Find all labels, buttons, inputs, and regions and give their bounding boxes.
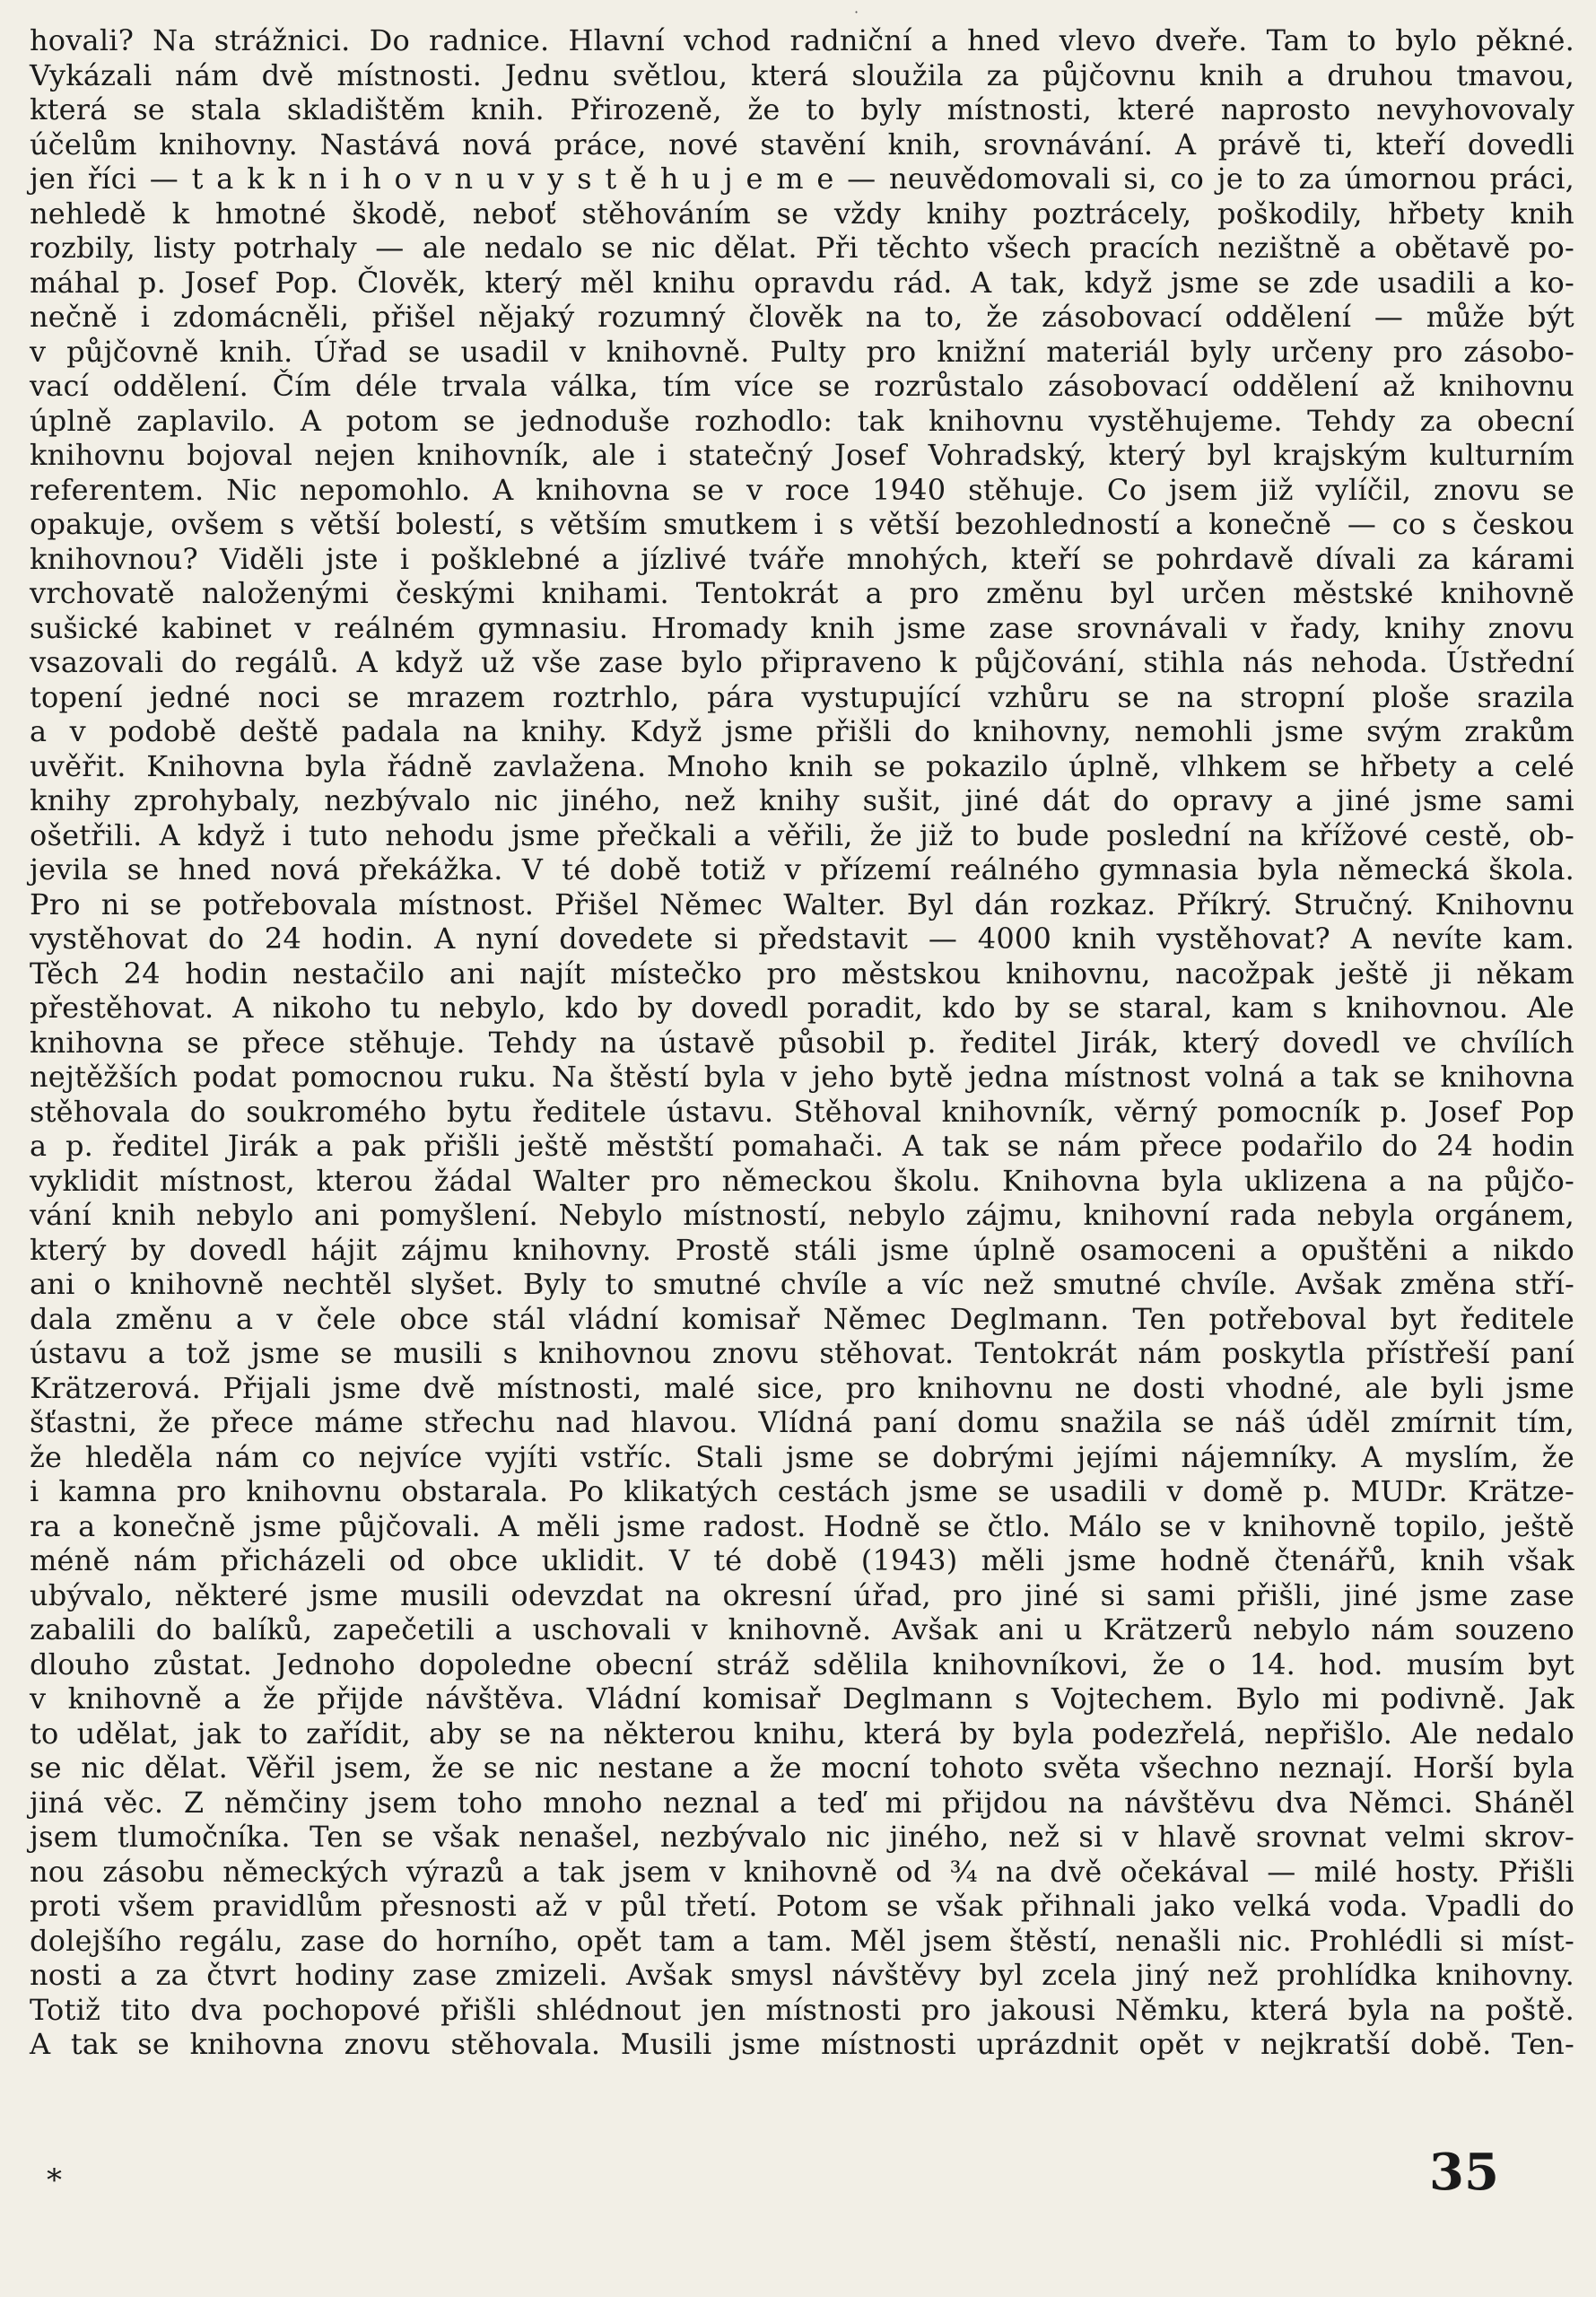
text-line: vsazovali do regálů. A když už vše zase bylo připraveno k půjčování, stihla nás nehoda. Ústřední (30, 645, 1574, 679)
text-line: přestěhovat. A nikoho tu nebylo, kdo by dovedl poradit, kdo by se staral, kam s knihovnou. Ale (30, 991, 1574, 1025)
text-line: která se stala skladištěm knih. Přirozeně, že to byly místnosti, které naprosto nevyhovovaly (30, 92, 1574, 127)
text-line: knihovna se přece stěhuje. Tehdy na ústavě působil p. ředitel Jirák, který dovedl ve chvílích (30, 1025, 1574, 1060)
text-line: uvěřit. Knihovna byla řádně zavlažena. Mnoho knih se pokazilo úplně, vlhkem se hřbety a celé (30, 748, 1574, 783)
text-line: vrchovatě naloženými českými knihami. Tentokrát a pro změnu byl určen městské knihovně (30, 576, 1574, 610)
text-line: knihy zprohybaly, nezbývalo nic jiného, než knihy sušit, jiné dát do opravy a jiné jsme sami (30, 783, 1574, 817)
text-line: stěhovala do soukromého bytu ředitele ústavu. Stěhoval knihovník, věrný pomocník p. Josef Pop (30, 1094, 1574, 1129)
text-line: rozbily, listy potrhaly — ale nedalo se nic dělat. Při těchto všech pracích nezištně a obětavě po- (30, 231, 1574, 265)
text-line: a p. ředitel Jirák a pak přišli ještě městští pomahači. A tak se nám přece podařilo do 24 hodin (30, 1129, 1574, 1163)
text-line: dala změnu a v čele obce stál vládní komisař Němec Deglmann. Ten potřeboval byt ředitele (30, 1301, 1574, 1336)
text-line: šťastni, že přece máme střechu nad hlavou. Vlídná paní domu snažila se náš úděl zmírnit tím, (30, 1405, 1574, 1439)
text-line: Vykázali nám dvě místnosti. Jednu světlou, která sloužila za půjčovnu knih a druhou tmavou, (30, 57, 1574, 92)
text-line: topení jedné noci se mrazem roztrhlo, pára vystupující vzhůru se na stropní ploše srazila (30, 679, 1574, 714)
text-line: Těch 24 hodin nestačilo ani najít místečko pro městskou knihovnu, nacožpak ještě ji někam (30, 956, 1574, 991)
text-line: knihovnou? Viděli jste i pošklebné a jízlivé tváře mnohých, kteří se pohrdavě dívali za kárami (30, 541, 1574, 576)
text-line: hovali? Na strážnici. Do radnice. Hlavní vchod radniční a hned vlevo dveře. Tam to bylo pěkné. (30, 23, 1574, 57)
text-line: ubývalo, některé jsme musili odevzdat na okresní úřad, pro jiné si sami přišli, jiné jsme zase (30, 1577, 1574, 1612)
text-line: nejtěžších podat pomocnou ruku. Na štěstí byla v jeho bytě jedna místnost volná a tak se knihovna (30, 1060, 1574, 1094)
text-line: to udělat, jak to zařídit, aby se na některou knihu, která by byla podezřelá, nepřišlo. Ale nedalo (30, 1716, 1574, 1751)
text-line: úplně zaplavilo. A potom se jednoduše rozhodlo: tak knihovnu vystěhujeme. Tehdy za obecní (30, 403, 1574, 438)
text-line: A tak se knihovna znovu stěhovala. Musili jsme místnosti uprázdnit opět v nejkratší době. Ten- (30, 2027, 1574, 2061)
text-line: méně nám přicházeli od obce uklidit. V té době (1943) měli jsme hodně čtenářů, knih však (30, 1543, 1574, 1577)
text-line: se nic dělat. Věřil jsem, že se nic nestane a že mocní tohoto světa všechno neznají. Horší byla (30, 1751, 1574, 1785)
text-line: sušické kabinet v reálném gymnasiu. Hromady knih jsme zase srovnávali v řady, knihy znovu (30, 610, 1574, 645)
text-line: nou zásobu německých výrazů a tak jsem v knihovně od ¾ na dvě očekával — milé hosty. Přišli (30, 1854, 1574, 1889)
text-line: zabalili do balíků, zapečetili a uschovali v knihovně. Avšak ani u Krätzerů nebylo nám souzeno (30, 1612, 1574, 1646)
text-line: jen říci — t a k k n i h o v n u v y s t ě h u j e m e — neuvědomovali si, co je to za úmornou práci, (30, 162, 1574, 196)
text-line: opakuje, ovšem s větší bolestí, s větším smutkem i s větší bezohledností a konečně — co s českou (30, 507, 1574, 541)
text-line: který by dovedl hájit zájmu knihovny. Prostě stáli jsme úplně osamoceni a opuštěni a nikdo (30, 1232, 1574, 1267)
text-line: Totiž tito dva pochopové přišli shlédnout jen místnosti pro jakousi Němku, která byla na poště. (30, 1992, 1574, 2027)
text-line: proti všem pravidlům přesnosti až v půl třetí. Potom se však přihnali jako velká voda. Vpadli do (30, 1889, 1574, 1923)
text-line: Krätzerová. Přijali jsme dvě místnosti, malé sice, pro knihovnu ne dosti vhodné, ale byli jsme (30, 1370, 1574, 1405)
text-line: vyklidit místnost, kterou žádal Walter pro německou školu. Knihovna byla uklizena a na půjčo- (30, 1163, 1574, 1198)
text-line: jevila se hned nová překážka. V té době totiž v přízemí reálného gymnasia byla německá škola. (30, 852, 1574, 886)
text-line: máhal p. Josef Pop. Člověk, který měl knihu opravdu rád. A tak, když jsme se zde usadili a ko- (30, 265, 1574, 300)
text-line: vací oddělení. Čím déle trvala válka, tím více se rozrůstalo zásobovací oddělení až knihovnu (30, 369, 1574, 403)
text-line: i kamna pro knihovnu obstarala. Po klikatých cestách jsme se usadili v domě p. MUDr. Krätze- (30, 1474, 1574, 1508)
text-line: nehledě k hmotné škodě, neboť stěhováním se vždy knihy poztrácely, poškodily, hřbety knih (30, 196, 1574, 231)
text-line: v knihovně a že přijde návštěva. Vládní komisař Deglmann s Vojtechem. Bylo mi podivně. Jak (30, 1681, 1574, 1716)
text-line: nosti a za čtvrt hodiny zase zmizeli. Avšak smysl návštěvy byl zcela jiný než prohlídka knihovny. (30, 1958, 1574, 1992)
page-number: 35 (1429, 2143, 1499, 2202)
text-line: že hleděla nám co nejvíce vyjíti vstříc. Stali jsme se dobrými jejími nájemníky. A myslím, že (30, 1439, 1574, 1474)
text-line: vystěhovat do 24 hodin. A nyní dovedete si představit — 4000 knih vystěhovat? A nevíte kam. (30, 921, 1574, 956)
text-line: a v podobě deště padala na knihy. Když jsme přišli do knihovny, nemohli jsme svým zrakům (30, 714, 1574, 748)
text-line: vání knih nebylo ani pomyšlení. Nebylo místností, nebylo zájmu, knihovní rada nebyla orgánem, (30, 1198, 1574, 1232)
body-text (30, 23, 1574, 2062)
text-line: ani o knihovně nechtěl slyšet. Byly to smutné chvíle a víc než smutné chvíle. Avšak změna stří- (30, 1267, 1574, 1301)
text-line: referentem. Nic nepomohlo. A knihovna se v roce 1940 stěhuje. Co jsem již vylíčil, znovu se (30, 472, 1574, 507)
text-line: dolejšího regálu, zase do horního, opět tam a tam. Měl jsem štěstí, nenašli nic. Prohlédli si míst- (30, 1923, 1574, 1958)
text-line: jsem tlumočníka. Ten se však nenašel, nezbývalo nic jiného, než si v hlavě srovnat velmi skrov- (30, 1820, 1574, 1854)
text-line: knihovnu bojoval nejen knihovník, ale i statečný Josef Vohradský, který byl krajským kulturním (30, 438, 1574, 472)
text-line: účelům knihovny. Nastává nová práce, nové stavění knih, srovnávání. A právě ti, kteří dovedli (30, 127, 1574, 162)
top-mark: · (854, 4, 859, 21)
text-line: Pro ni se potřebovala místnost. Přišel Němec Walter. Byl dán rozkaz. Příkrý. Stručný. Knihovnu (30, 886, 1574, 921)
text-line: dlouho zůstat. Jednoho dopoledne obecní stráž sdělila knihovníkovi, že o 14. hod. musím byt (30, 1646, 1574, 1681)
text-line: jiná věc. Z němčiny jsem toho mnoho neznal a teď mi přijdou na návštěvu dva Němci. Sháněl (30, 1785, 1574, 1820)
text-line: ústavu a tož jsme se musili s knihovnou znovu stěhovat. Tentokrát nám poskytla přístřeší paní (30, 1336, 1574, 1370)
text-line: ošetřili. A když i tuto nehodu jsme přečkali a věřili, že již to bude poslední na křížové cestě, ob- (30, 817, 1574, 852)
text-line: ra a konečně jsme půjčovali. A měli jsme radost. Hodně se čtlo. Málo se v knihovně topilo, ještě (30, 1508, 1574, 1543)
footer-asterisk: * (47, 2162, 62, 2198)
text-line: nečně i zdomácněli, přišel nějaký rozumný člověk na to, že zásobovací oddělení — může být (30, 300, 1574, 334)
text-line: v půjčovně knih. Úřad se usadil v knihovně. Pulty pro knižní materiál byly určeny pro zásobo- (30, 334, 1574, 369)
